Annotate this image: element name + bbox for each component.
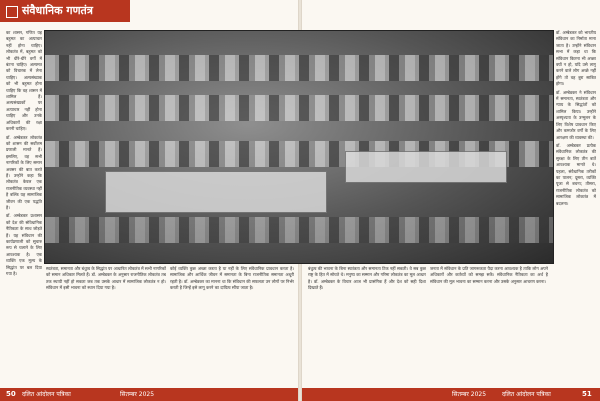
section-title: संवैधानिक गणतंत्र — [22, 4, 93, 17]
page-number: 51 — [582, 390, 592, 398]
section-marker-icon — [6, 6, 18, 18]
paragraph: डॉ. अम्बेडकर को भारतीय संविधान का निर्माता माना जाता है। उन्होंने संविधान सभा में कहा था कि संविधान कितना भी अच्छा क्यों न हो, यदि उसे लागू करने वाले लोग अच्छे नहीं होंगे तो वह बुरा साबित होगा। — [556, 30, 596, 87]
paragraph: बंधुत्व की भावना के बिना स्वतंत्रता और समानता टिक नहीं सकती। वे सब कुछ राष्ट्र के हित में सोचते थे। मनुष्य का सम्मान और गरिमा लोकतंत्र का मूल आधार है। डॉ. अम्बेडकर के विचार आज भी प्रासंगिक हैं और देश को सही दिशा दिखाते हैं। — [308, 266, 426, 291]
left-footer — [0, 388, 298, 401]
publication-name: दलित आंदोलन पत्रिका — [22, 391, 71, 398]
paragraph: डॉ. अम्बेडकर प्रत्येक संवैधानिक लोकतंत्र की सुरक्षा के लिए तीन बातें आवश्यक मानते थे। पहला, संवैधानिक तरीकों का पालन; दूसरा, व्यक्ति पूजा से बचना; तीसरा, राजनीतिक लोकतंत्र को सामाजिक लोकतंत्र में बदलना। — [556, 142, 596, 206]
left-page-column-3 — [170, 266, 294, 384]
section-header — [0, 0, 130, 22]
paragraph: डॉ. अम्बेडकर ने संविधान में समानता, स्वतंत्रता और न्याय के सिद्धांतों को शामिल किया। उन्होंने अस्पृश्यता के उन्मूलन के लिए विशेष प्रावधान किए और कमजोर वर्गों के लिए आरक्षण की व्यवस्था की। — [556, 89, 596, 140]
right-page-column-2 — [430, 266, 548, 384]
paragraph: का शासन, गणित यह बहुमत का अत्याचार नहीं होना चाहिए। लोकतंत्र में, बहुमत को भी धीरे-धीरे वर्गों में बंटना चाहिए। अल्पमत को विचारक में लेना चाहिए। अल्पसंख्यक को भी बहुमत होना चाहिए कि वह शासन में शामिल हैं। अल्पसंख्यकों पर अत्याचार नहीं होना चाहिए और उनके अधिकारों की रक्षा करनी चाहिए। — [6, 30, 42, 132]
right-page-column-1 — [308, 266, 426, 384]
issue-month: सितम्बर 2025 — [120, 391, 155, 398]
issue-month: सितम्बर 2025 — [452, 391, 487, 398]
historical-photograph — [44, 30, 554, 264]
paragraph: स्वतंत्रता, समानता और बंधुत्व के सिद्धांत पर आधारित लोकतंत्र में सभी नागरिकों को समान अधिकार मिलते हैं। डॉ. अम्बेडकर के अनुसार राजनीतिक लोकतंत्र तब तक स्थायी नहीं हो सकता जब तक उसके आधार में सामाजिक लोकतंत्र न हो। संविधान में इसी भावना को स्थान दिया गया है। — [46, 266, 166, 291]
paragraph: डॉ. अम्बेडकर लोकतंत्र को शासन की सर्वोत्तम प्रणाली मानते हैं। इसलिए, वह सभी नागरिकों के लिए समान अवसर की बात करते हैं। उन्होंने कहा कि लोकतंत्र केवल एक राजनीतिक व्यवस्था नहीं है बल्कि यह सामाजिक जीवन की एक पद्धति है। — [6, 134, 42, 210]
right-footer — [302, 388, 600, 401]
page-number: 50 — [6, 390, 16, 398]
paragraph: जनता में संविधान के प्रति जागरूकता पैदा करना आवश्यक है ताकि लोग अपने अधिकारों और कर्तव्यों को समझ सकें। संवैधानिक नैतिकता का अर्थ है संविधान की मूल भावना का सम्मान करना और उसके अनुसार आचरण करना। — [430, 266, 548, 284]
publication-name: दलित आंदोलन पत्रिका — [502, 391, 551, 398]
paragraph: डॉ. अम्बेडकर प्रशासन को देश की संविधानिक नैतिकता के साथ जोड़ते हैं। यह संविधान की कार्यप्रणाली को सुचारु रूप से चलाने के लिए आवश्यक है। एक व्यक्ति एक मूल्य के सिद्धांत पर बल दिया गया है। — [6, 213, 42, 277]
left-page-column-2 — [46, 266, 166, 384]
paragraph: कोई व्यक्ति कुछ अच्छा करता है या नहीं के लिए संवैधानिक प्रावधान करता है। सामाजिक और आर्थिक जीवन में समानता के बिना राजनीतिक समानता अधूरी रहती है। डॉ. अम्बेडकर का मानना था कि संविधान की सफलता उन लोगों पर निर्भर करती है जिन्हें इसे लागू करने का दायित्व सौंपा जाता है। — [170, 266, 294, 291]
right-page-column-3 — [556, 30, 596, 382]
left-page-column-1 — [6, 30, 42, 382]
